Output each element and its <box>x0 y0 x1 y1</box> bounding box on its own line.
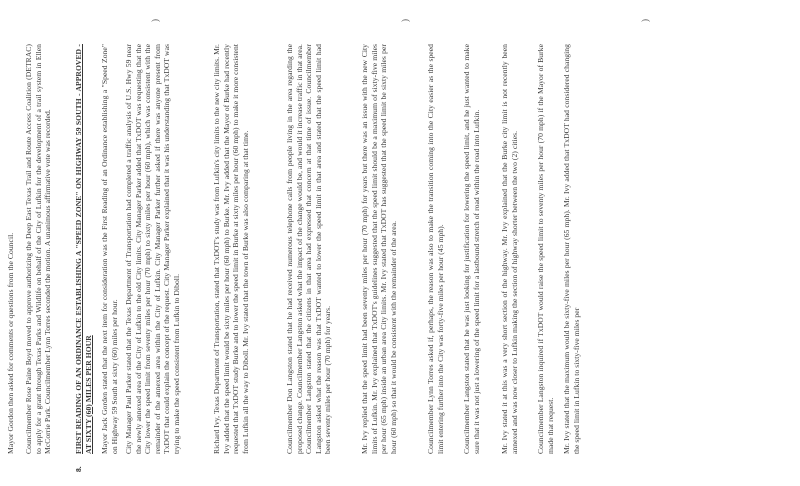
margin-mark: ) <box>640 19 650 22</box>
paragraph-ivy-reply: Mr. Ivy replied that the speed limit had been seventy miles per hour (70 mph) for years but there was an issue with the new City limits of Lufkin. Mr. Ivy explained that TxDOT's guidelines suggested that the speed limit should be a maximum of sixty-five miles per hour (65 mph) inside an urban area City limits. Mr. Ivy stated that TxDOT has suggested that the speed limit be sixty miles per hour (60 mph) so that it would be consistent with the remainder of the area. <box>360 44 398 454</box>
paragraph-langston-calls: Councilmember Don Langston stated that he had received numerous telephone calls from people living in the area regarding the proposed change. Councilmember Langston asked what the impact of the change would be, and would it increase traffic in that area. Councilmember Langston stated that the citizens in that area had expressed that concern at that time of issue. Councilmember Langston asked what the reason was that TxDOT wanted to lower the speed limit in that area and stated that the speed limit had been seventy miles per hour (70 mph) for years. <box>285 44 332 454</box>
margin-mark: ) <box>400 19 410 22</box>
paragraph-comments: Mayor Gordon then asked for comments or questions from the Council. <box>6 232 15 454</box>
paragraph-torres-question: Councilmember Lynn Torres asked if, perhaps, the reason was also to make the transition coming into the City easier as the speed limit entering further into the City was forty-five miles per hour (45 mph). <box>426 44 445 454</box>
paragraph-langston-inquiry: Councilmember Langston inquired if TxDOT would raise the speed limit to seventy miles per hour (70 mph) if the Mayor of Burke made that request. <box>536 44 555 454</box>
margin-mark: ) <box>150 19 160 22</box>
paragraph-mayor-statement: Mayor Jack Gorden stated that the next item for consideration was the First Reading of an Ordinance establishing a "Speed Zone" on Highway 59 South at sixty (60) miles per hour. <box>100 44 119 454</box>
paragraph-city-manager: City Manager Paul Parker stated that the Texas Department of Transportation had completed a traffic analysis of U.S. Hwy 59 near the newly annexed area of the City of Lufkin to the old City limits. City Manager Parker added that TxDOT was requesting that the City lower the speed limit from seventy miles per hour (70 mph) to sixty miles per hour (60 mph), which was consistent with the remainder of the annexed area within the City of Lufkin. City Manager Parker further asked if there was anyone present from TxDOT that could explain the concept of the request. City Manager Parker explained that it was his understanding that TxDOT was trying to make the speed consistent from Lufkin to Diboll. <box>124 44 181 454</box>
agenda-item-heading: FIRST READING OF AN ORDINANCE ESTABLISHING A "SPEED ZONE" ON HIGHWAY 59 SOUTH - APPROVED - AT SIXTY (60) MILES PER HOUR <box>74 44 93 454</box>
paragraph-richard-ivy: Richard Ivy, Texas Department of Transportation, stated that TxDOT's study was from Lufkin's city limits to the new city limits. Mr. Ivy added that the speed limit would be sixty miles per hour (60 mph) to Burke. Mr. Ivy added that the Mayor of Burke had recently requested that TxDOT study Burke and to lower the speed limit in Burke at sixty miles per hour (60 mph) to make it more consistent from Lufkin all the way to Diboll. Mr. Ivy stated that the town of Burke was also comparing at that time. <box>212 44 250 454</box>
paragraph-ivy-maximum: Mr. Ivy stated that the maximum would be sixty-five miles per hour (65 mph). Mr. Ivy added that TxDOT had considered changing the speed limit in Lufkin to sixty-five miles per <box>562 44 581 454</box>
paragraph-ivy-short-section: Mr. Ivy stated it at this was a very short section of the highway. Mr. Ivy explained that the Burke city limit is not recently been annexed and was now closer to Lufkin making the section of highway shorter between the two (2) cities. <box>500 44 519 454</box>
agenda-item-number: 8. <box>74 466 83 472</box>
paragraph-langston-justification: Councilmember Langston stated that he was just looking for justification for lowering the speed limit, and he just wanted to make sure that it was not just a lowering of the speed limit for a lastbound stretch of road within the road into Lufkin. <box>462 44 481 454</box>
paragraph-detrac-motion: Councilmember Rose Paine Boyd moved to approve authorizing the Deep East Texas Trail and Route Access Coalition (DETRAC) to apply for a grant through Texas Parks and Wildlife on behalf of the City of Lufkin for the development of a trail system in Ellen McCorrie Park. Councilmember Lynn Torres seconded the motion. A unanimous affirmative vote was recorded. <box>24 44 52 454</box>
